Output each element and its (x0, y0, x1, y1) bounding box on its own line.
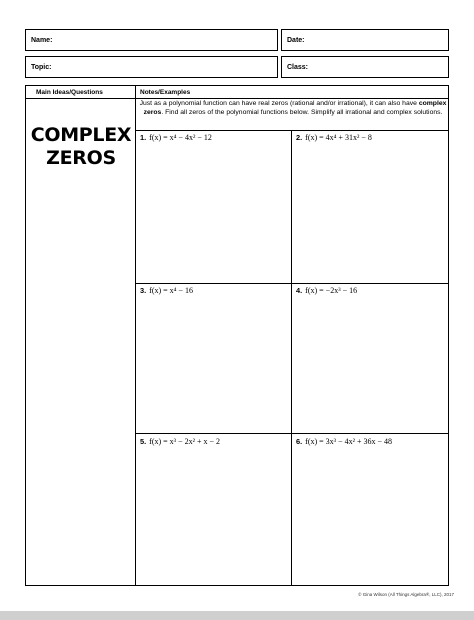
name-field[interactable] (25, 29, 278, 51)
instructions-part2: . Find all zeros of the polynomial functions below. Simplify all irrational and complex solutions. (161, 108, 443, 116)
problem-1 (140, 133, 212, 142)
problem-2 (296, 133, 372, 142)
problem-6 (296, 437, 392, 446)
class-field[interactable] (281, 56, 449, 78)
problem-number: 5. (140, 437, 147, 446)
copyright-footer: © Gina Wilson (All Things Algebra®, LLC), 2017 (358, 592, 454, 597)
problem-grid-top (135, 130, 449, 131)
problem-4 (296, 286, 357, 295)
topic-title-line2: ZEROS (46, 147, 116, 169)
class-label: Class: (287, 64, 309, 71)
date-field[interactable] (281, 29, 449, 51)
problem-equation: f(x) = x⁴ − 4x² − 12 (149, 133, 212, 142)
problem-number: 3. (140, 286, 147, 295)
main-ideas-header: Main Ideas/Questions (36, 89, 103, 96)
problem-grid-row-divider-2 (135, 433, 449, 434)
topic-label: Topic: (31, 64, 52, 71)
problem-number: 6. (296, 437, 303, 446)
problem-equation: f(x) = x⁴ − 16 (149, 286, 193, 295)
topic-title-line1: COMPLEX (30, 124, 132, 146)
problem-grid-row-divider-1 (135, 283, 449, 284)
problem-equation: f(x) = 4x⁴ + 31x² − 8 (305, 133, 372, 142)
column-divider (135, 85, 136, 586)
name-label: Name: (31, 37, 53, 44)
instructions-bold: complex zeros (143, 100, 447, 116)
problem-equation: f(x) = 3x³ − 4x² + 36x − 48 (305, 437, 393, 446)
topic-field[interactable] (25, 56, 278, 78)
problem-grid-column-divider (291, 130, 292, 586)
instructions-text (137, 100, 449, 117)
column-header-divider (25, 98, 449, 99)
problem-number: 2. (296, 133, 303, 142)
instructions-part1: Just as a polynomial function can have real zeros (rational and/or irrational), it can also have (139, 100, 419, 107)
problem-number: 1. (140, 133, 147, 142)
page-bottom-edge (0, 611, 474, 620)
problem-equation: f(x) = x³ − 2x² + x − 2 (149, 437, 221, 446)
topic-title (30, 124, 132, 170)
notes-examples-header: Notes/Examples (140, 89, 191, 96)
date-label: Date: (287, 37, 305, 44)
problem-equation: f(x) = −2x³ − 16 (305, 286, 358, 295)
problem-number: 4. (296, 286, 303, 295)
problem-5 (140, 437, 220, 446)
problem-3 (140, 286, 193, 295)
